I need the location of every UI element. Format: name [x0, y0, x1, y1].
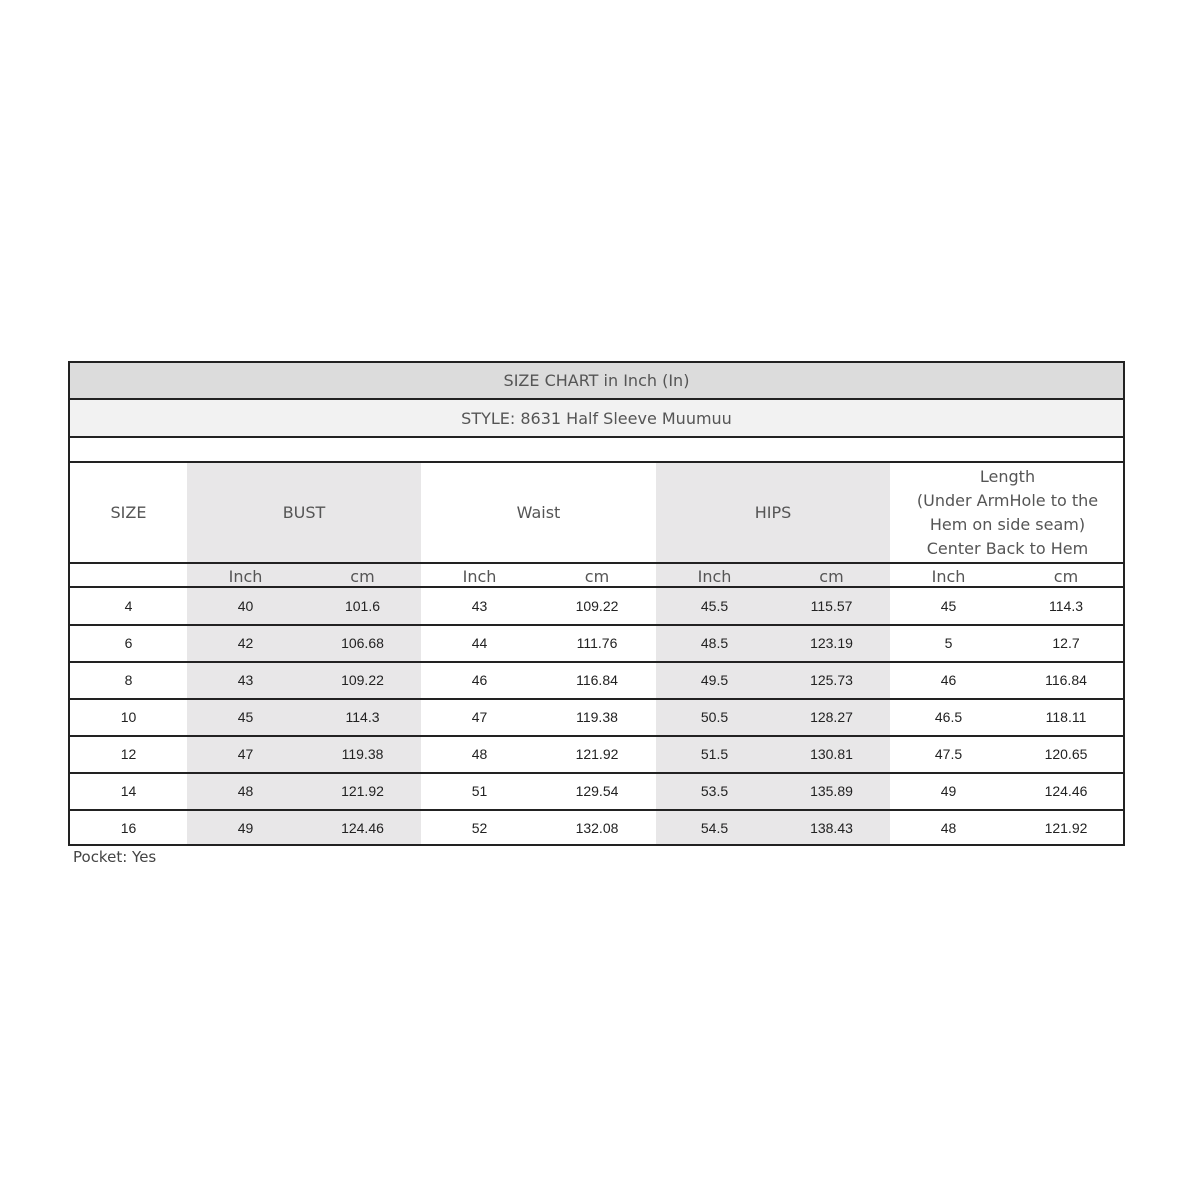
table-cell: 47: [471, 709, 488, 725]
table-cell: 109.22: [575, 598, 619, 614]
table-cell: 124.46: [341, 820, 384, 836]
table-cell: 8: [124, 672, 133, 688]
table-cell: 45: [940, 598, 957, 614]
style-title: STYLE: 8631 Half Sleeve Muumuu: [70, 400, 1123, 438]
table-cell: 49: [940, 783, 957, 799]
table-cell: 50.5: [700, 709, 729, 725]
table-cell: 121.92: [341, 783, 384, 799]
pocket-note: Pocket: Yes: [73, 848, 157, 866]
table-cell: 6: [124, 635, 133, 651]
unit-label: cm: [1053, 566, 1079, 586]
header-length-line: (Under ArmHole to the: [916, 491, 1099, 510]
table-cell: 138.43: [810, 820, 853, 836]
table-cell: 129.54: [575, 783, 619, 799]
table-cell: 106.68: [341, 635, 384, 651]
header-bust: BUST: [282, 503, 326, 522]
header-size: SIZE: [110, 503, 147, 522]
table-cell: 125.73: [810, 672, 853, 688]
table-cell: 121.92: [1044, 820, 1088, 836]
table-cell: 130.81: [810, 746, 853, 762]
table-cell: 115.57: [810, 598, 853, 614]
table-cell: 114.3: [345, 709, 380, 725]
table-row: [70, 736, 1123, 772]
table-cell: 116.84: [1045, 672, 1087, 688]
table-cell: 5: [944, 635, 953, 651]
table-cell: 120.65: [1044, 746, 1088, 762]
table-row: [70, 810, 1123, 846]
table-row: [70, 588, 1123, 624]
table-cell: 45: [237, 709, 254, 725]
table-cell: 128.27: [810, 709, 853, 725]
table-cell: 44: [471, 635, 488, 651]
table-cell: 111.76: [576, 635, 618, 651]
table-cell: 14: [120, 783, 137, 799]
size-chart: [68, 361, 1125, 846]
unit-label: cm: [350, 566, 375, 586]
unit-label: cm: [819, 566, 844, 586]
table-cell: 116.84: [576, 672, 618, 688]
table-cell: 43: [237, 672, 254, 688]
header-length-line: Length: [979, 467, 1036, 486]
table-row: [70, 662, 1123, 698]
table-cell: 12: [120, 746, 137, 762]
unit-label: Inch: [697, 566, 732, 586]
table-cell: 47.5: [934, 746, 963, 762]
header-length-line: Center Back to Hem: [926, 539, 1089, 558]
table-cell: 12.7: [1052, 635, 1080, 651]
table-cell: 48: [237, 783, 254, 799]
table-cell: 132.08: [575, 820, 619, 836]
table-row: [70, 625, 1123, 661]
table-cell: 101.6: [344, 598, 381, 614]
chart-title: SIZE CHART in Inch (In): [70, 363, 1123, 400]
table-cell: 135.89: [810, 783, 853, 799]
table-cell: 109.22: [341, 672, 384, 688]
table-cell: 40: [237, 598, 254, 614]
table-cell: 4: [124, 598, 133, 614]
table-row: [70, 699, 1123, 735]
table-cell: 119.38: [341, 746, 384, 762]
table-cell: 51: [471, 783, 488, 799]
table-cell: 48.5: [700, 635, 729, 651]
unit-label: Inch: [931, 566, 966, 586]
table-cell: 49: [237, 820, 254, 836]
header-waist: Waist: [516, 503, 561, 522]
table-cell: 48: [471, 746, 488, 762]
header-length: [890, 463, 1125, 563]
table-cell: 46: [471, 672, 488, 688]
table-cell: 10: [120, 709, 137, 725]
table-cell: 16: [120, 820, 137, 836]
unit-label: Inch: [462, 566, 497, 586]
table-cell: 52: [471, 820, 488, 836]
table-cell: 53.5: [700, 783, 729, 799]
table-cell: 46.5: [934, 709, 963, 725]
table-cell: 121.92: [575, 746, 619, 762]
table-cell: 51.5: [700, 746, 729, 762]
unit-label: cm: [584, 566, 610, 586]
table-cell: 124.46: [1044, 783, 1088, 799]
table-cell: 45.5: [700, 598, 729, 614]
table-cell: 42: [237, 635, 254, 651]
table-cell: 49.5: [700, 672, 729, 688]
table-cell: 48: [940, 820, 957, 836]
table-cell: 43: [471, 598, 488, 614]
header-hips: HIPS: [754, 503, 792, 522]
blank-band: [70, 438, 1123, 463]
table-cell: 118.11: [1045, 709, 1087, 725]
table-cell: 47: [237, 746, 254, 762]
table-cell: 119.38: [576, 709, 618, 725]
table-cell: 114.3: [1049, 598, 1083, 614]
table-cell: 123.19: [810, 635, 853, 651]
table-row: [70, 773, 1123, 809]
unit-label: Inch: [228, 566, 263, 586]
table-cell: 46: [940, 672, 957, 688]
header-length-line: Hem on side seam): [929, 515, 1086, 534]
table-cell: 54.5: [700, 820, 729, 836]
